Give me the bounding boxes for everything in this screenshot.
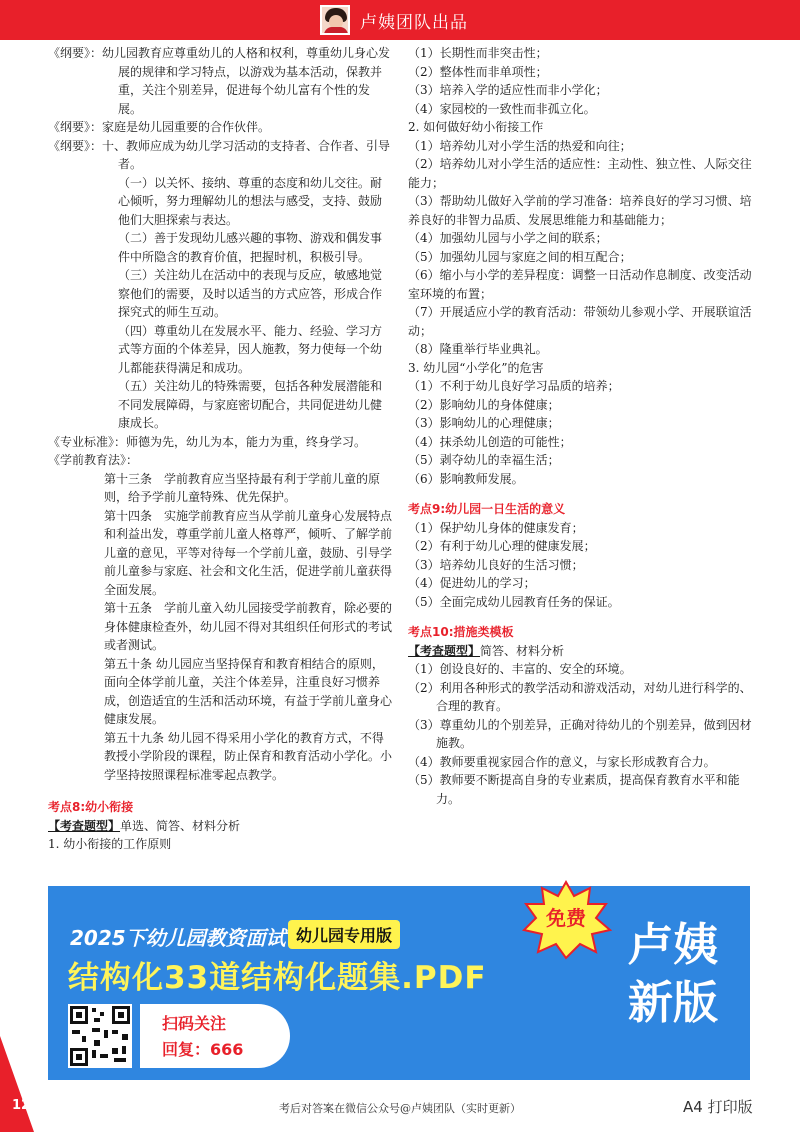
subheading-harm: 3. 幼儿园“小学化”的危害 xyxy=(408,360,544,375)
qtype-value: 简答、材料分析 xyxy=(480,643,565,658)
qtype-label: 【考查题型】 xyxy=(408,643,481,658)
list-item: （1）保护幼儿身体的健康发育； xyxy=(408,520,584,535)
list-item: （一）以关怀、接纳、尊重的态度和幼儿交往。耐心倾听，努力理解幼儿的想法与感受，支持、鼓励他们大胆探索与表达。 xyxy=(118,175,383,227)
section-8-title: 考点8:幼小衔接 xyxy=(48,800,134,814)
list-item: 第十五条 学前儿童入幼儿园接受学前教育，除必要的身体健康检查外，幼儿园不得对其组织任何形式的考试或者测试。 xyxy=(104,601,393,652)
list-item: （五）关注幼儿的特殊需要，包括各种发展潜能和不同发展障碍，与家庭密切配合，共同促进幼儿健康成长。 xyxy=(118,379,383,430)
header-bar xyxy=(0,0,800,40)
list-item: （4）加强幼儿园与小学之间的联系； xyxy=(408,231,608,245)
gangyao-quote-3-intro: 《纲要》：十、教师应成为幼儿学习活动的支持者、合作者、引导者。 xyxy=(48,138,391,171)
list-item: （四）尊重幼儿在发展水平、能力、经验、学习方式等方面的个体差异，因人施教，努力使每一个幼儿都能获得满足和成功。 xyxy=(118,323,383,375)
section-10-qtype xyxy=(408,642,755,661)
list-item: （5）加强幼儿园与家庭之间的相互配合； xyxy=(408,249,632,264)
list-item: （2）有利于幼儿心理的健康发展； xyxy=(408,539,596,553)
list-item: （6）缩小与小学的差异程度：调整一日活动作息制度、改变活动室环境的布置； xyxy=(408,268,752,301)
list-item: （1）创设良好的、丰富的、安全的环境。 xyxy=(408,662,632,676)
list-item: （8）隆重举行毕业典礼。 xyxy=(408,342,548,356)
qr-code-icon[interactable] xyxy=(68,1004,132,1068)
brand-block xyxy=(603,916,743,1032)
banner-badge: 幼儿园专用版 xyxy=(288,920,400,949)
brand-line-1: 卢姨 xyxy=(627,918,718,971)
subheading-how: 2. 如何做好幼小衔接工作 xyxy=(408,120,544,134)
list-item: （4）促进幼儿的学习； xyxy=(408,576,536,590)
list-item: （5）教师要不断提高自身的专业素质，提高保育教育水平和能力。 xyxy=(408,773,740,806)
right-column xyxy=(408,44,755,808)
qtype-label: 【考查题型】 xyxy=(48,818,121,833)
banner-subtitle: 2025下幼儿园教资面试 xyxy=(70,926,286,950)
list-item: （三）关注幼儿在活动中的表现与反应，敏感地觉察他们的需要，及时以适当的方式应答，形成合作探究式的师生互动。 xyxy=(118,268,383,319)
list-item: （1）长期性而非突击性； xyxy=(408,46,548,60)
list-item: （4）家园校的一致性而非孤立化。 xyxy=(408,101,596,116)
list-item: （4）抹杀幼儿创造的可能性； xyxy=(408,434,572,449)
free-label: 免费 xyxy=(546,906,586,930)
list-item: （2）影响幼儿的身体健康； xyxy=(408,397,560,412)
print-label: A4 打印版 xyxy=(683,1098,753,1116)
free-burst-icon xyxy=(520,880,612,960)
zhuanye-quote: 《专业标准》：师德为先，幼儿为本，能力为重，终身学习。 xyxy=(48,434,367,449)
left-column xyxy=(48,44,393,854)
scan-label: 扫码关注 xyxy=(162,1014,227,1033)
page-corner-decoration xyxy=(0,1036,34,1132)
scan-prompt xyxy=(140,1004,290,1068)
page-number: 12 xyxy=(12,1098,31,1113)
xueqian-items xyxy=(48,470,393,785)
list-item: （3）帮助幼儿做好入学前的学习准备：培养良好的学习习惯、培养良好的非智力品质、发展思维能力和基础能力； xyxy=(408,194,752,227)
list-item: （3）尊重幼儿的个别差异，正确对待幼儿的个别差异，做到因材施教。 xyxy=(408,717,752,750)
list-item: （1）培养幼儿对小学生活的热爱和向往； xyxy=(408,138,632,153)
section-10-title: 考点10:措施类模板 xyxy=(408,625,514,639)
qtype-value: 单选、简答、材料分析 xyxy=(120,818,241,833)
list-item: （7）开展适应小学的教育活动：带领幼儿参观小学、开展联谊活动； xyxy=(408,305,752,338)
list-item: （4）教师要重视家园合作的意义，与家长形成教育合力。 xyxy=(408,754,716,769)
list-item: （5）全面完成幼儿园教育任务的保证。 xyxy=(408,594,620,609)
gangyao-quote-1: 《纲要》：幼儿园教育应尊重幼儿的人格和权利，尊重幼儿身心发展的规律和学习特点，以游戏为基本活动，保教并重，关注个别差异，促进每个幼儿富有个性的发展。 xyxy=(48,46,391,116)
list-item: （5）剥夺幼儿的幸福生活； xyxy=(408,453,560,467)
section-9-title: 考点9:幼儿园一日生活的意义 xyxy=(408,502,566,516)
list-item: （1）不利于幼儿良好学习品质的培养； xyxy=(408,379,620,393)
list-item: 第五十九条 幼儿园不得采用小学化的教育方式，不得教授小学阶段的课程，防止保育和教育活动小学化。小学坚持按照课程标准零起点教学。 xyxy=(104,730,393,782)
banner-main-title: 结构化33道结构化题集.PDF xyxy=(68,960,487,996)
xueqian-intro: 《学前教育法》： xyxy=(48,453,139,467)
section-8-subheading: 1. 幼小衔接的工作原则 xyxy=(48,837,172,851)
list-item: （2）利用各种形式的教学活动和游戏活动，对幼儿进行科学的、合理的教育。 xyxy=(408,680,752,713)
header-title: 卢姨团队出品 xyxy=(360,13,468,33)
list-item: 第十四条 实施学前教育应当从学前儿童身心发展特点和利益出发，尊重学前儿童人格尊严，倾听、了解学前儿童的意见，平等对待每一个学前儿童，鼓励、引导学前儿童参与家庭、社会和文化生活，促进学前儿童获得全面发展。 xyxy=(104,508,393,597)
footer-note: 考后对答案在微信公众号@卢姨团队（实时更新） xyxy=(279,1102,521,1115)
list-item: （6）影响教师发展。 xyxy=(408,471,524,486)
gangyao-quote-2: 《纲要》：家庭是幼儿园重要的合作伙伴。 xyxy=(48,120,271,134)
list-item: （3）培养入学的适应性而非小学化； xyxy=(408,83,608,97)
list-item: （二）善于发现幼儿感兴趣的事物、游戏和偶发事件中所隐含的教育价值，把握时机，积极引导。 xyxy=(118,231,383,264)
list-item: （2）培养幼儿对小学生活的适应性：主动性、独立性、人际交往能力； xyxy=(408,157,752,190)
list-item: 第五十条 幼儿园应当坚持保育和教育相结合的原则，面向全体学前儿童，关注个体差异，注重良好习惯养成，创造适宜的生活和活动环境，有益于学前儿童身心健康发展。 xyxy=(104,656,393,726)
brand-line-2: 新版 xyxy=(627,976,718,1029)
author-avatar xyxy=(320,5,350,35)
promo-banner[interactable] xyxy=(48,886,750,1080)
reply-label: 回复：666 xyxy=(162,1040,244,1059)
list-item: 第十三条 学前教育应当坚持最有利于学前儿童的原则，给予学前儿童特殊、优先保护。 xyxy=(104,471,381,504)
list-item: （3）影响幼儿的心理健康； xyxy=(408,416,560,430)
list-item: （3）培养幼儿良好的生活习惯； xyxy=(408,557,584,572)
gangyao-quote-3-items xyxy=(48,174,393,433)
list-item: （2）整体性而非单项性； xyxy=(408,64,548,79)
section-8-qtype xyxy=(48,817,393,836)
